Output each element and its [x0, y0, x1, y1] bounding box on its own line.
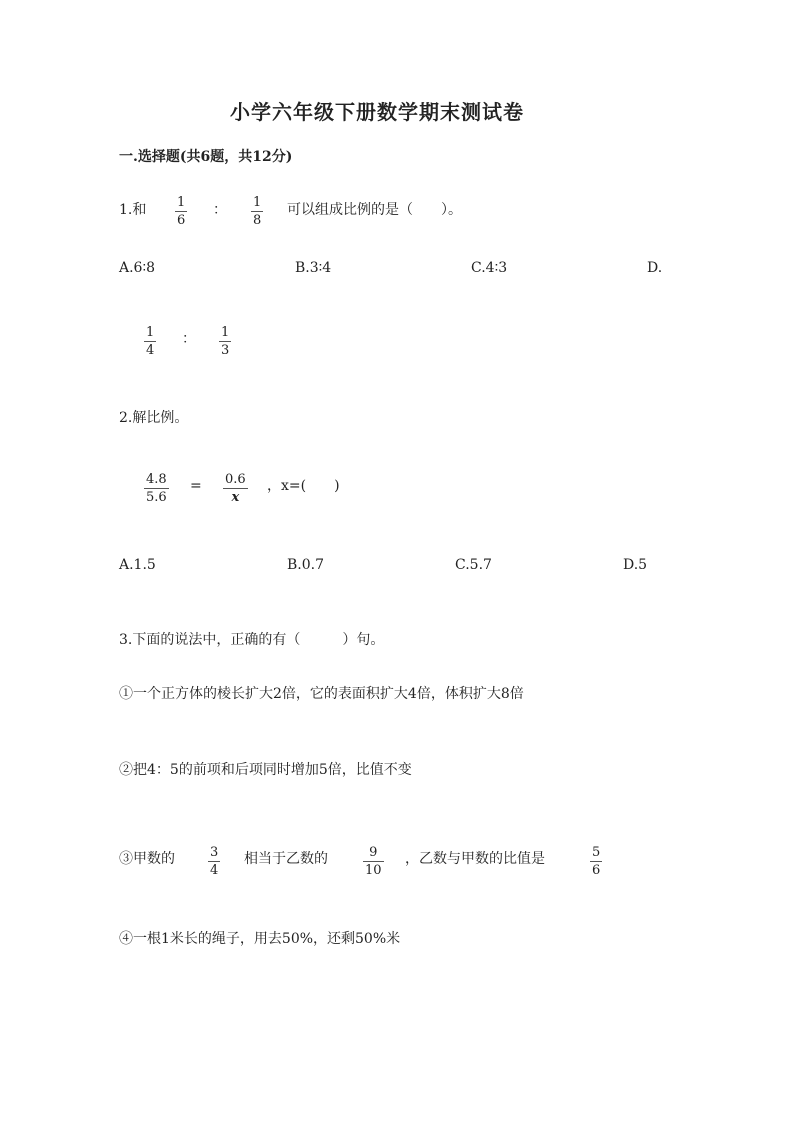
q2-fraction-right: [223, 473, 248, 504]
q2-option-a: A.1.5: [119, 557, 156, 573]
q1-option-c: C.4∶3: [471, 260, 508, 276]
q1-option-b: B.3∶4: [295, 260, 332, 276]
fraction-denominator: 4: [146, 343, 155, 358]
q2-tail: ，x=( ): [267, 478, 340, 494]
fraction-numerator: 1: [146, 325, 155, 340]
fraction-denominator: 4: [210, 863, 219, 878]
q3-s3-fraction-2: [363, 846, 384, 877]
fraction-numerator: 4.8: [146, 472, 167, 487]
q1-suffix: 可以组成比例的是（ ）。: [287, 202, 462, 218]
q2-option-c: C.5.7: [455, 557, 492, 573]
q1-prefix: 1.和: [119, 202, 147, 218]
q1-option-d: D.: [647, 260, 663, 276]
q3-statement-3-part1: ③甲数的: [119, 851, 175, 867]
q1-fraction-b: [251, 196, 263, 227]
fraction-denominator: 3: [221, 343, 230, 358]
section-heading: 一.选择题(共6题，共12分): [119, 149, 293, 165]
fraction-numerator: 1: [221, 325, 230, 340]
q3-statement-1: ①一个正方体的棱长扩大2倍，它的表面积扩大4倍，体积扩大8倍: [119, 686, 524, 702]
q3-s3-fraction-3: [590, 846, 602, 877]
q2-equals: =: [190, 478, 202, 494]
fraction-denominator: 8: [253, 213, 262, 228]
fraction-denominator: x: [231, 490, 240, 505]
q1-d-fraction-a: [144, 326, 156, 357]
fraction-numerator: 9: [369, 845, 378, 860]
q3-statement-2: ②把4：5的前项和后项同时增加5倍，比值不变: [119, 762, 412, 778]
q2-prompt: 2.解比例。: [119, 410, 189, 426]
fraction-denominator: 6: [177, 213, 186, 228]
q1-option-a: A.6∶8: [119, 260, 156, 276]
fraction-numerator: 5: [592, 845, 601, 860]
q2-option-d: D.5: [623, 557, 648, 573]
fraction-numerator: 1: [253, 195, 262, 210]
fraction-denominator: 6: [592, 863, 601, 878]
q3-s3-fraction-1: [208, 846, 220, 877]
q1-fraction-a: [175, 196, 187, 227]
page-title: 小学六年级下册数学期末测试卷: [230, 100, 524, 124]
q1-d-colon: ：: [182, 331, 196, 347]
q3-statement-3-part3: ，乙数与甲数的比值是: [405, 851, 545, 867]
fraction-numerator: 3: [210, 845, 219, 860]
q2-fraction-left: [144, 473, 169, 504]
q3-prompt: 3.下面的说法中，正确的有（ ）句。: [119, 632, 385, 648]
fraction-denominator: 5.6: [146, 490, 167, 505]
fraction-numerator: 0.6: [225, 472, 246, 487]
fraction-numerator: 1: [177, 195, 186, 210]
fraction-denominator: 10: [365, 863, 382, 878]
q3-statement-3-part2: 相当于乙数的: [244, 851, 328, 867]
q1-d-fraction-b: [219, 326, 231, 357]
q1-colon: ：: [213, 202, 227, 218]
q3-statement-4: ④一根1米长的绳子，用去50%，还剩50%米: [119, 931, 401, 947]
q2-option-b: B.0.7: [287, 557, 325, 573]
